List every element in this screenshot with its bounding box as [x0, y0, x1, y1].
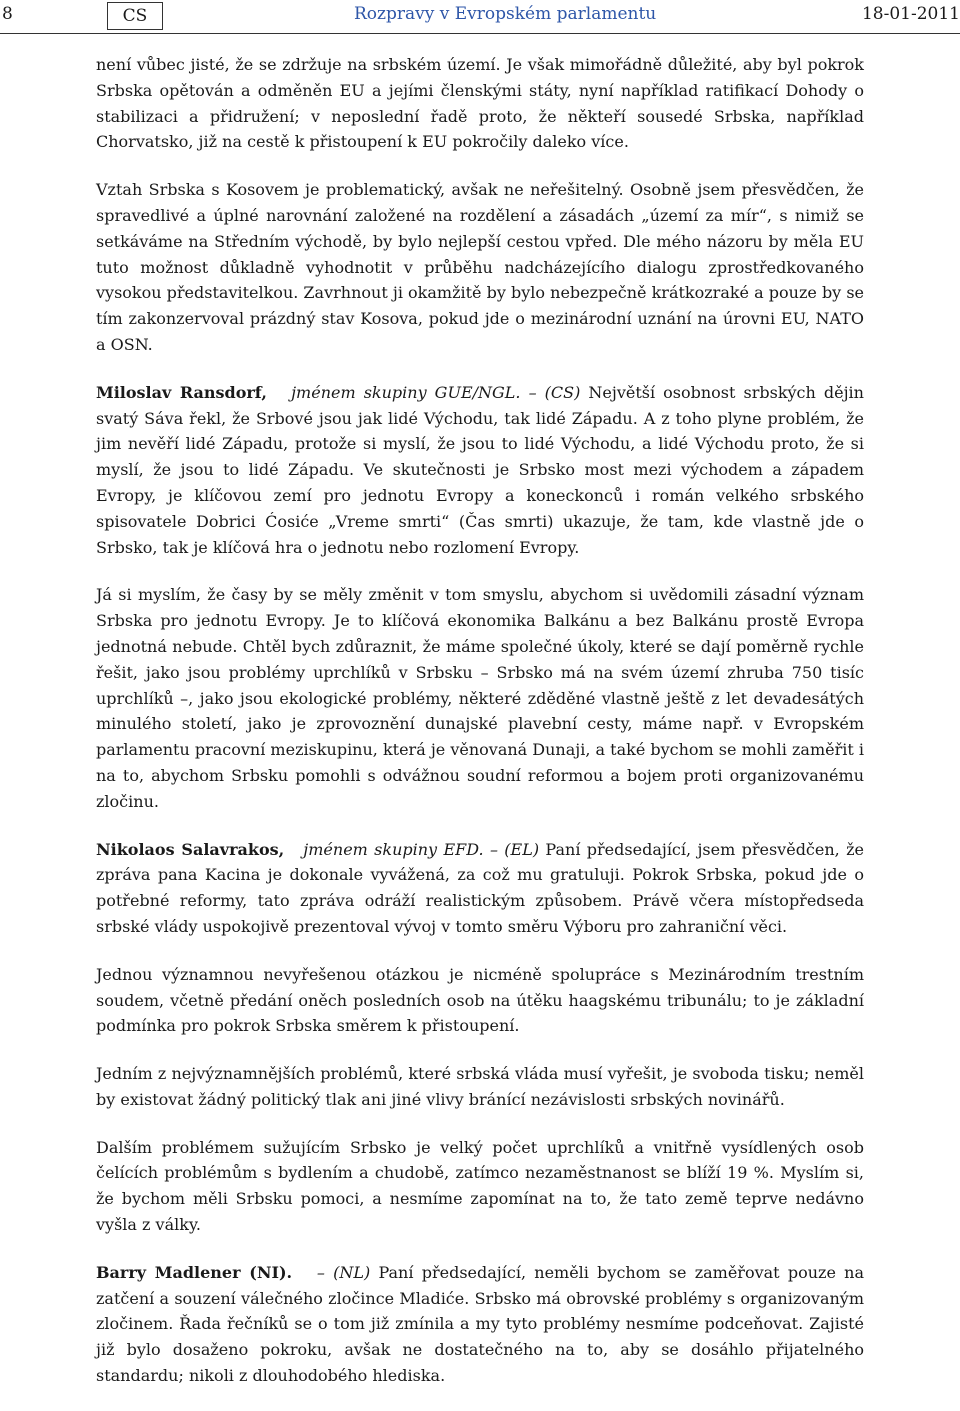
- speaker-name: Miloslav Ransdorf,: [96, 382, 267, 402]
- paragraph: [96, 1061, 864, 1113]
- speech-language: – (NL): [316, 1262, 371, 1282]
- paragraph: [96, 582, 864, 814]
- paragraph-text: Paní předsedající, jsem přesvědčen, že zpráva pana Kacina je dokonale vyvážená, za což mu gratuluji. Pokrok Srbska, pokud jde o potřebné reformy, tato zpráva odráží realistickým způsobem. Právě včera místopředseda srbské vlády uspokojivě prezentoval vývoj v tomto směru Výboru pro zahraniční věci.: [96, 839, 864, 936]
- paragraph-text: Paní předsedající, neměli bychom se zaměřovat pouze na zatčení a souzení válečného zločince Mladiće. Srbsko má obrovské problémy s organizovaným zločinem. Řada řečníků se o tom již zmínila a my tyto problémy nesmíme podceňovat. Zajisté již bylo dosaženo pokroku, avšak ne dostatečného na to, aby se dosáhlo přijatelného standardu; nikoli z dlouhodobého hlediska.: [96, 1262, 865, 1386]
- page-number: 8: [2, 4, 13, 24]
- paragraph: [96, 52, 864, 155]
- speech-paragraph: [96, 1260, 864, 1389]
- speech-language: – (EL): [489, 839, 540, 859]
- speaker-name: Nikolaos Salavrakos,: [96, 839, 285, 859]
- paragraph-text: Vztah Srbska s Kosovem je problematický, avšak ne neřešitelný. Osobně jsem přesvědčen, že spravedlivé a úplné narovnání založené na rozdělení a zásadách „území za mír“, s nimiž se setkáváme na Středním východě, by bylo nejlepší cestou vpřed. Dle mého názoru by měla EU tuto možnost důkladně vyhodnotit v průběhu nadcházejícího dialogu zprostředkovaného vysokou představitelkou. Zavrhnout ji okamžitě by bylo nebezpečně krátkozraké a pouze by se tím zakonzervoval prázdný stav Kosova, pokud jde o mezinárodní uznání na úrovni EU, NATO a OSN.: [96, 180, 864, 354]
- header-divider: [0, 33, 960, 34]
- speaker-name: Barry Madlener (NI).: [96, 1262, 293, 1282]
- paragraph: [96, 962, 864, 1039]
- speech-paragraph: [96, 380, 864, 561]
- speech-language: – (CS): [528, 382, 581, 402]
- document-body: [96, 52, 864, 1411]
- document-date: 18-01-2011: [861, 4, 960, 24]
- document-title: Rozpravy v Evropském parlamentu: [354, 4, 657, 24]
- speaker-role: jménem skupiny GUE/NGL.: [291, 382, 521, 402]
- paragraph-text: Dalším problémem sužujícím Srbsko je velký počet uprchlíků a vnitřně vysídlených osob čelících problémům s bydlením a chudobě, zatímco nezaměstnanost se blíží 19 %. Myslím si, že bychom měli Srbsku pomoci, a nesmíme zapomínat na to, že tato země teprve nedávno vyšla z války.: [96, 1137, 864, 1235]
- paragraph: [96, 1135, 864, 1238]
- speaker-role: jménem skupiny EFD.: [303, 839, 484, 859]
- paragraph-text: není vůbec jisté, že se zdržuje na srbském území. Je však mimořádně důležité, aby byl pokrok Srbska opětován a odměněn EU a jejími členskými státy, nyní například ratifikací Dohody o stabilizaci a přidružení; v neposlední řadě proto, že někteří sousedé Srbska, například Chorvatsko, již na cestě k přistoupení k EU pokročily daleko více.: [96, 55, 864, 152]
- speech-paragraph: [96, 837, 864, 940]
- paragraph-text: Největší osobnost srbských dějin svatý Sáva řekl, že Srbové jsou jak lidé Východu, tak lidé Západu. A z toho plyne problém, že jim nevěří lidé Západu, protože si myslí, že jsou to lidé Východu, a lidé Východu proto, že si myslí, že jsou to lidé Západu. Ve skutečnosti je Srbsko most mezi východem a západem Evropy, je klíčovou zemí pro jednotu Evropy a koneckonců i román velkého srbského spisovatele Dobrici Ćosiće „Vreme smrti“ (Čas smrti) ukazuje, že tam, kde vlastně jde o Srbsko, tak je klíčová hra o jednotu nebo rozlomení Evropy.: [96, 382, 864, 557]
- paragraph-text: Jedním z nejvýznamnějších problémů, které srbská vláda musí vyřešit, je svoboda tisku; neměl by existovat žádný politický tlak ani jiné vlivy bránící nezávislosti srbských novinářů.: [96, 1064, 864, 1109]
- language-badge: CS: [107, 2, 163, 30]
- paragraph: [96, 177, 864, 358]
- paragraph-text: Jednou významnou nevyřešenou otázkou je nicméně spolupráce s Mezinárodním trestním soudem, včetně předání oněch posledních osob na útěku haagskému tribunálu; to je základní podmínka pro pokrok Srbska směrem k přistoupení.: [96, 964, 864, 1036]
- paragraph-text: Já si myslím, že časy by se měly změnit v tom smyslu, abychom si uvědomili zásadní význam Srbska pro jednotu Evropy. Je to klíčová ekonomika Balkánu a bez Balkánu prostě Evropa jednotná nebude. Chtěl bych zdůraznit, že máme společné úkoly, které se dají poměrně rychle řešit, jako jsou problémy uprchlíků v Srbsku – Srbsko má na svém území zhruba 750 tisíc uprchlíků –, jako jsou ekologické problémy, některé zděděné vlastně ještě z let devadesátých minulého století, jako je zprovoznění dunajské plavební cesty, máme např. v Evropském parlamentu pracovní meziskupinu, která je věnovaná Dunaji, a také bychom se mohli zaměřit i na to, abychom Srbsku pomohli s odvážnou soudní reformou a bojem proti organizovanému zločinu.: [96, 585, 865, 811]
- page-header: [0, 0, 960, 34]
